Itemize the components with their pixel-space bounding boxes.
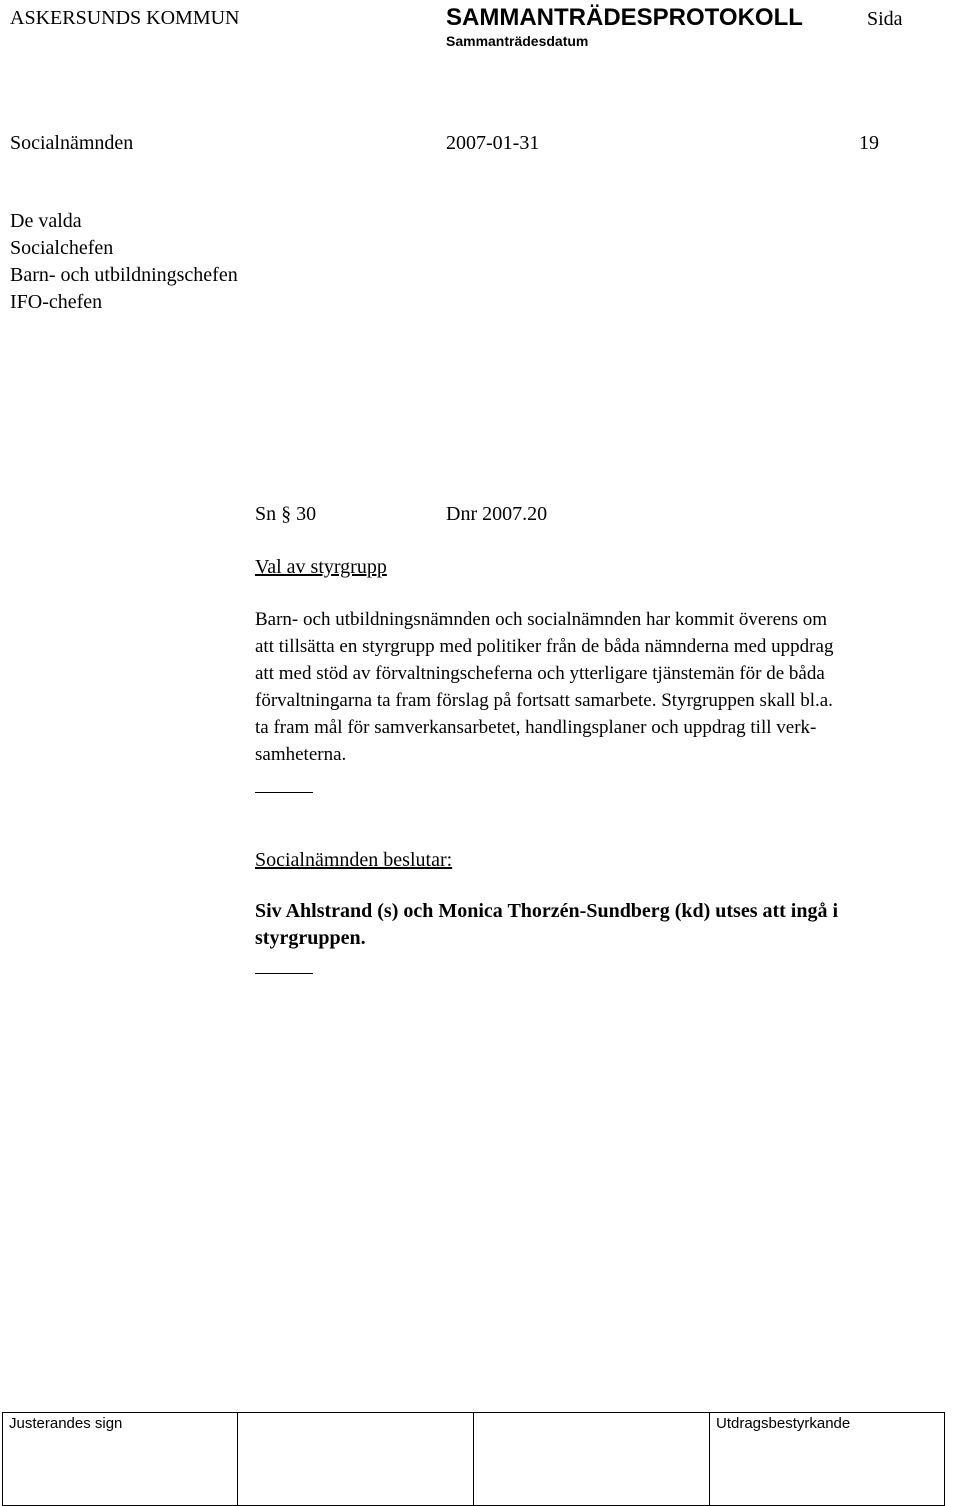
decision-line: styrgruppen. bbox=[255, 927, 366, 949]
decision-text bbox=[255, 898, 838, 952]
separator-rule bbox=[255, 792, 313, 793]
recipient: Socialchefen bbox=[10, 237, 114, 259]
decision-line: Siv Ahlstrand (s) och Monica Thorzén-Sundberg (kd) utses att ingå i bbox=[255, 900, 839, 922]
justerandes-sign-cell bbox=[3, 1413, 238, 1506]
recipient: De valda bbox=[10, 210, 82, 232]
recipient: Barn- och utbildningschefen bbox=[10, 264, 238, 286]
paragraph-body bbox=[255, 606, 955, 768]
paragraph-number bbox=[255, 502, 316, 526]
municipality-name: ASKERSUNDS KOMMUN bbox=[10, 7, 240, 29]
document-type: SAMMANTRÄDESPROTOKOLL bbox=[446, 4, 803, 31]
signature-cell bbox=[474, 1413, 710, 1506]
meeting-date: 2007-01-31 bbox=[446, 132, 540, 154]
body-line: samheterna. bbox=[255, 744, 347, 765]
section-number: 30 bbox=[296, 503, 317, 525]
meeting-date-label: Sammanträdesdatum bbox=[446, 33, 589, 49]
body-line: att tillsätta en styrgrupp med politiker från de båda nämnderna med uppdrag bbox=[255, 636, 834, 657]
page-label: Sida bbox=[867, 8, 903, 30]
page-number: 19 bbox=[859, 132, 879, 154]
justerandes-sign-label: Justerandes sign bbox=[9, 1415, 123, 1432]
section-prefix: Sn bbox=[255, 503, 277, 525]
separator-rule bbox=[255, 973, 313, 974]
recipient: IFO-chefen bbox=[10, 291, 103, 313]
paragraph-title: Val av styrgrupp bbox=[255, 556, 387, 578]
utdragsbestyrkande-cell bbox=[710, 1413, 945, 1506]
utdragsbestyrkande-label: Utdragsbestyrkande bbox=[716, 1415, 851, 1432]
section-symbol: § bbox=[281, 503, 292, 525]
committee-name: Socialnämnden bbox=[10, 132, 134, 154]
signature-footer bbox=[2, 1412, 945, 1506]
decision-heading: Socialnämnden beslutar: bbox=[255, 849, 453, 871]
recipient-list bbox=[10, 208, 238, 316]
body-line: Barn- och utbildningsnämnden och socialnämnden har kommit överens om bbox=[255, 609, 827, 630]
body-line: förvaltningarna ta fram förslag på fortsatt samarbete. Styrgruppen skall bl.a. bbox=[255, 690, 833, 711]
body-line: att med stöd av förvaltningscheferna och ytterligare tjänstemän för de båda bbox=[255, 663, 825, 684]
case-number: Dnr 2007.20 bbox=[446, 503, 548, 525]
body-line: ta fram mål för samverkansarbetet, handlingsplaner och uppdrag till verk- bbox=[255, 717, 817, 738]
signature-cell bbox=[238, 1413, 474, 1506]
